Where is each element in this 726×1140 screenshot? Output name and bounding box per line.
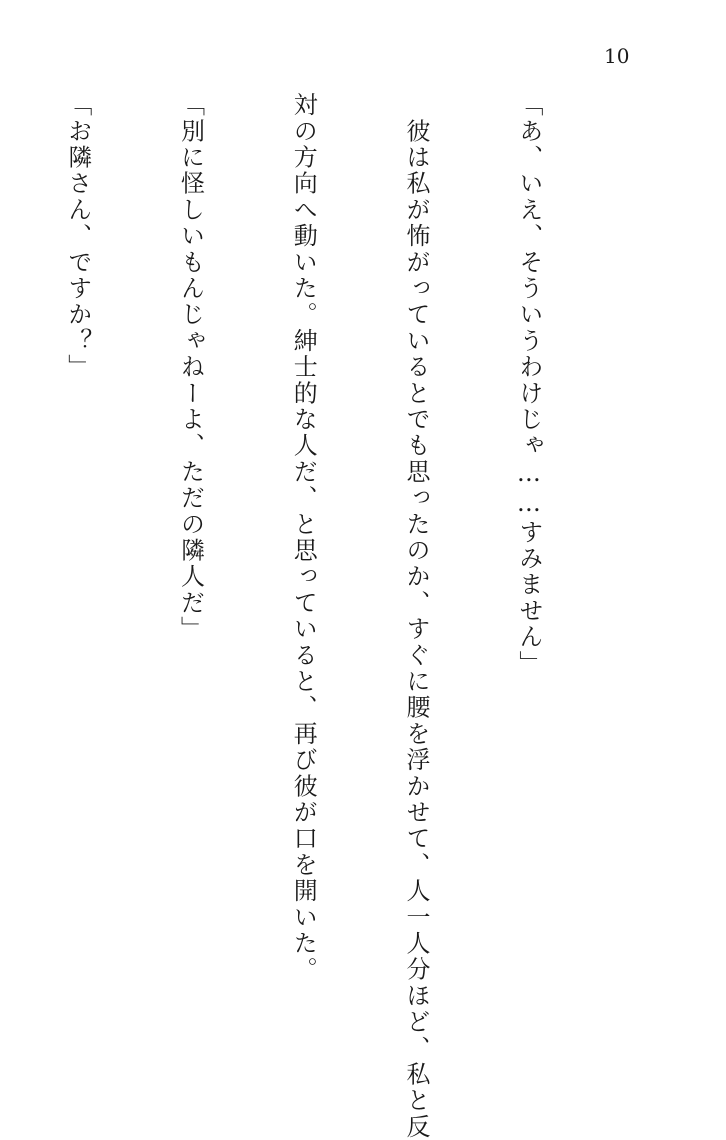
body-text bbox=[0, 92, 622, 1140]
text-line: 対の方向へ動いた。紳士的な人だ、と思っていると、再び彼が口を開いた。 bbox=[289, 92, 318, 983]
page-number: 10 bbox=[604, 44, 630, 68]
text-line: 彼は私が怖がっているとでも思ったのか、すぐに腰を浮かせて、人一人分ほど、私と反 bbox=[402, 92, 431, 1140]
text-line: 「お隣さん、ですか？」 bbox=[63, 92, 92, 381]
text-line: 「あ、いえ、そういうわけじゃ……すみません」 bbox=[514, 92, 543, 677]
text-line: 「別に怪しいもんじゃねーよ、ただの隣人だ」 bbox=[176, 92, 205, 643]
